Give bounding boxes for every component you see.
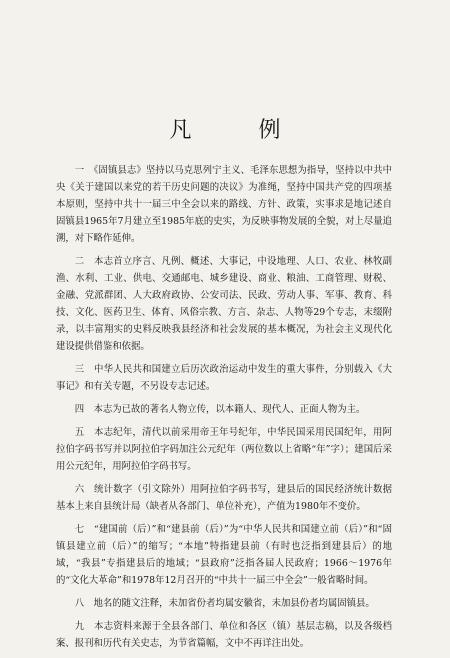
page-title: 凡 例 bbox=[169, 118, 311, 143]
paragraph-3: 三 中华人民共和国建立后历次政治运动中发生的重大事件，分别载入《大事记》和有关专题，不另设专志记述。 bbox=[56, 364, 392, 392]
paragraph-2: 二 本志首立序言、凡例、概述、大事记，中设地理、人口、农业、林牧副渔、水利、工业、供电、交通邮电、城乡建设、商业、粮油、工商管理、财税、金融、党派群团、人大政府政协、公安司法、民政、劳动人事、军事、教育、科技、文化、医药卫生、体育、风俗宗教、方言、杂志、人物等29个专志，末缀附录，以丰富翔实的史料反映我县经济和社会发展的基本概况，为社会主义现代化建设提供借鉴和依据。 bbox=[56, 256, 392, 352]
body-text bbox=[56, 162, 392, 658]
paragraph-7: 七 “建国前（后）”和“建县前（后）”为“中华人民共和国建立前（后）”和“固镇县建立前（后）”的缩写；“本地”特指建县前（有时也泛指到建县后）的地域，“我县”专指建县后的地域；“县政府”泛指各届人民政府；1966～1976年的“文化大革命”和1978年12月召开的“中共十一届三中全会”一般省略时间。 bbox=[56, 524, 392, 586]
paragraph-6: 六 统计数字（引文除外）用阿拉伯字码书写，建县后的国民经济统计数据基本上来自县统计局（缺者从各部门、单位补充），产值为1980年不变价。 bbox=[56, 484, 392, 512]
paragraph-1: 一 《固镇县志》坚持以马克思列宁主义、毛泽东思想为指导，坚持以中共中央《关于建国以来党的若干历史问题的决议》为准绳，坚持中国共产党的四项基本原则，坚持中共十一届三中全会以来的路线、方针、政策，实事求是地记述自固镇县1965年7月建立至1985年底的史实，为反映事物发展的全貌，对上尽量追溯，对下略作延伸。 bbox=[56, 165, 392, 244]
paragraph-5: 五 本志纪年，清代以前采用帝王年号纪年，中华民国采用民国纪年，用阿拉伯字码书写并以阿拉伯字码加注公元纪年（两位数以上省略“年”字）；建国后采用公元纪年，用阿拉伯字码书写。 bbox=[56, 427, 392, 472]
paragraph-4: 四 本志为已故的著名人物立传，以本籍人、现代人、正面人物为主。 bbox=[74, 404, 366, 415]
paragraph-8: 八 地名的随文注释，未加省份者均属安徽省，未加县份者均属固镇县。 bbox=[74, 598, 375, 609]
paragraph-9: 九 本志资料来源于全县各部门、单位和各区（镇）基层志稿，以及各级档案、报刊和历代有关史志，为节省篇幅，文中不再详注出处。 bbox=[56, 621, 392, 649]
